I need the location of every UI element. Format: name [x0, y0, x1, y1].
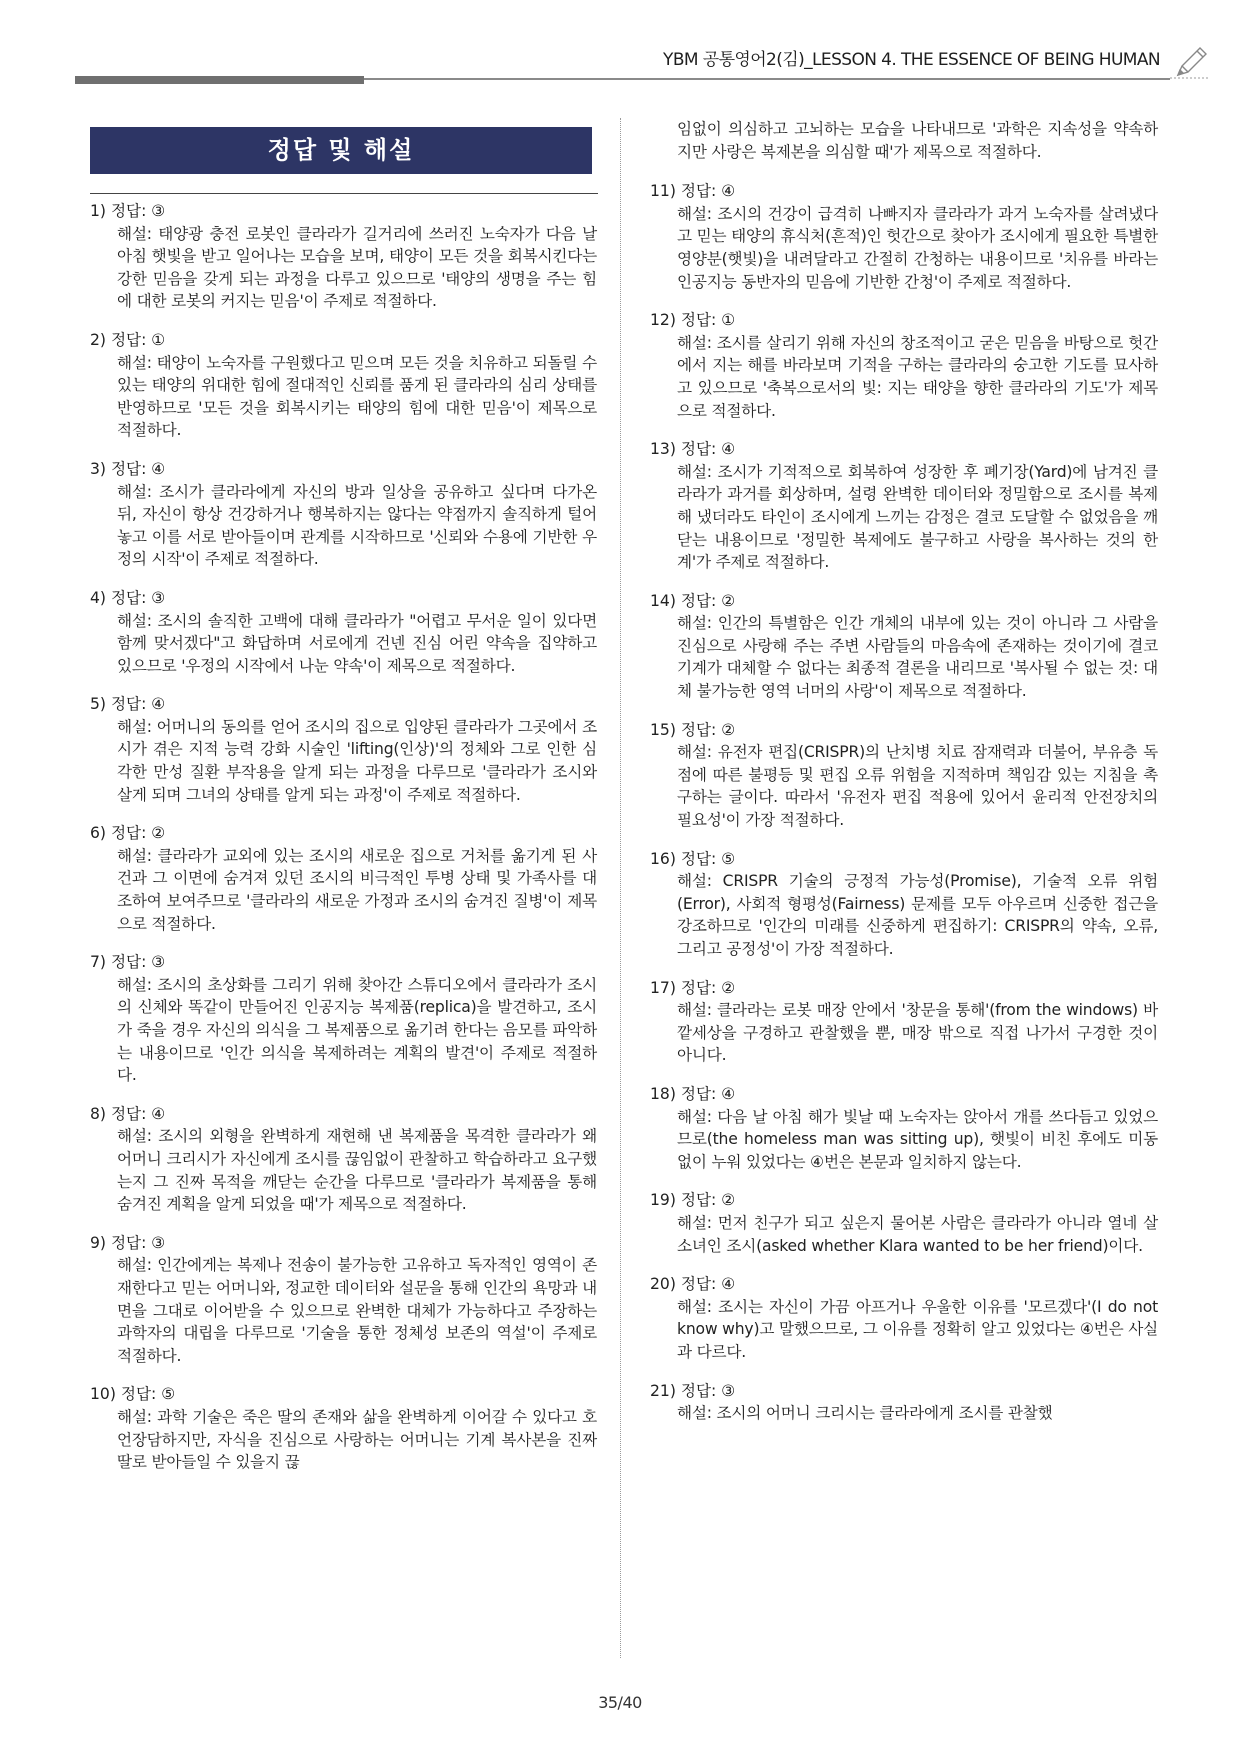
answer-explanation: 해설: 과학 기술은 죽은 딸의 존재와 삶을 완벽하게 이어갈 수 있다고 호언장담하지만, 자식을 진심으로 사랑하는 어머니는 기계 복사본을 진짜 딸로 받아들일 수 있을지 끊	[117, 1407, 597, 1472]
answer-explanation: 해설: CRISPR 기술의 긍정적 가능성(Promise), 기술적 오류 위험(Error), 사회적 형평성(Fairness) 문제를 모두 아우르며 신중한 접근을 강조하므로 '인간의 미래를 신중하게 편집하기: CRISPR의 약속, 오류, 그리고 공정성'이 가장 적절하다.	[677, 872, 1158, 958]
answer-item-16	[650, 848, 1158, 961]
answer-label: 14) 정답: ②	[650, 591, 736, 610]
answer-item-3	[90, 458, 597, 571]
answer-explanation: 해설: 조시의 어머니 크리시는 클라라에게 조시를 관찰했	[677, 1404, 1053, 1423]
answer-item-7	[90, 951, 597, 1087]
answer-explanation: 해설: 클라라는 로봇 매장 안에서 '창문을 통해'(from the windows) 바깥세상을 구경하고 관찰했을 뿐, 매장 밖으로 직접 나가서 구경한 것이 아니다.	[677, 1001, 1158, 1065]
answer-label: 3) 정답: ④	[90, 459, 166, 478]
answer-item-10	[90, 1383, 597, 1473]
answer-label: 12) 정답: ①	[650, 311, 736, 330]
answer-label: 4) 정답: ③	[90, 588, 166, 607]
answer-label: 8) 정답: ④	[90, 1104, 166, 1123]
answer-explanation: 해설: 유전자 편집(CRISPR)의 난치병 치료 잠재력과 더불어, 부유층 독점에 따른 불평등 및 편집 오류 위험을 지적하며 책임감 있는 지침을 촉구하는 글이다. 따라서 '유전자 편집 적용에 있어서 윤리적 안전장치의 필요성'이 가장 적절하다.	[677, 743, 1158, 830]
answer-item-15	[650, 719, 1158, 832]
column-divider	[620, 118, 621, 1658]
answer-label: 5) 정답: ④	[90, 695, 166, 714]
answer-explanation: 해설: 조시를 살리기 위해 자신의 창조적이고 굳은 믿음을 바탕으로 헛간에서 지는 해를 바라보며 기적을 구하는 클라라의 숭고한 기도를 묘사하고 있으므로 '축복으로서의 빛: 지는 태양을 향한 클라라의 기도'가 제목으로 적절하다.	[677, 333, 1158, 420]
answer-explanation: 해설: 조시가 클라라에게 자신의 방과 일상을 공유하고 싶다며 다가온 뒤, 자신이 항상 건강하거나 행복하지는 않다는 약점까지 솔직하게 털어놓고 이를 서로 받아들이며 관계를 시작하므로 '신뢰와 수용에 기반한 우정의 시작'이 주제로 적절하다.	[117, 482, 597, 569]
answer-label: 21) 정답: ③	[650, 1381, 736, 1400]
answer-item-19	[650, 1189, 1158, 1257]
right-column	[650, 118, 1158, 1425]
answer-item-9	[90, 1232, 597, 1368]
answer-explanation: 해설: 어머니의 동의를 얻어 조시의 집으로 입양된 클라라가 그곳에서 조시가 겪은 지적 능력 강화 시술인 'lifting(인상)'의 정체와 그로 인한 심각한 만성 질환 부작용을 알게 되는 과정을 다루므로 '클라라가 조시와 살게 되며 그녀의 상태를 알게 되는 과정'이 주제로 적절하다.	[117, 717, 597, 804]
answer-item-12	[650, 309, 1158, 422]
answer-item-17	[650, 977, 1158, 1067]
answer-explanation: 해설: 조시는 자신이 가끔 아프거나 우울한 이유를 '모르겠다'(I do not know why)고 말했으므로, 그 이유를 정확히 알고 있었다는 ④번은 사실과 다르다.	[677, 1297, 1158, 1361]
answer-label: 10) 정답: ⑤	[90, 1385, 176, 1404]
answer-explanation: 해설: 조시의 솔직한 고백에 대해 클라라가 "어렵고 무서운 일이 있다면 함께 맞서겠다"고 화답하며 서로에게 건넨 진심 어린 약속을 집약하고 있으므로 '우정의 시작에서 나눈 약속'이 제목으로 적절하다.	[117, 611, 597, 675]
answer-explanation: 해설: 조시의 건강이 급격히 나빠지자 클라라가 과거 노숙자를 살려냈다고 믿는 태양의 휴식처(흔적)인 헛간으로 찾아가 조시에게 필요한 특별한 영양분(햇빛)을 내려달라고 간절히 간청하는 내용이므로 '치유를 바라는 인공지능 동반자의 믿음에 기반한 간청'이 주제로 적절하다.	[677, 204, 1158, 291]
answer-explanation: 해설: 먼저 친구가 되고 싶은지 물어본 사람은 클라라가 아니라 열네 살 소녀인 조시(asked whether Klara wanted to be her friend)이다.	[677, 1213, 1158, 1255]
answer-label: 13) 정답: ④	[650, 440, 736, 459]
answer-explanation: 해설: 조시의 초상화를 그리기 위해 찾아간 스튜디오에서 클라라가 조시의 신체와 똑같이 만들어진 인공지능 복제품(replica)을 발견하고, 조시가 죽을 경우 자신의 의식을 그 복제품으로 옮기려 한다는 음모를 파악하는 내용이므로 '인간 의식을 복제하려는 계획의 발견'이 주제로 적절하다.	[117, 975, 597, 1085]
answer-explanation: 해설: 조시의 외형을 완벽하게 재현해 낸 복제품을 목격한 클라라가 왜 어머니 크리시가 자신에게 조시를 끊임없이 관찰하고 학습하라고 요구했는지 그 진짜 목적을 깨닫는 순간을 다루므로 '클라라가 복제품을 통해 숨겨진 계획을 알게 되었을 때'가 제목으로 적절하다.	[117, 1127, 597, 1214]
answer-label: 1) 정답: ③	[90, 202, 166, 220]
answer-item-8	[90, 1103, 597, 1216]
answer-explanation: 해설: 인간의 특별함은 인간 개체의 내부에 있는 것이 아니라 그 사람을 진심으로 사랑해 주는 주변 사람들의 마음속에 존재하는 것이기에 결코 기계가 대체할 수 없다는 최종적 결론을 내리므로 '복사될 수 없는 것: 대체 불가능한 영역 너머의 사랑'이 제목으로 적절하다.	[677, 614, 1158, 701]
section-title-banner: 정답 및 해설	[90, 127, 592, 174]
header-rule-accent	[75, 76, 364, 84]
answer-label: 18) 정답: ④	[650, 1084, 736, 1103]
left-column	[90, 200, 597, 1474]
answer-item-6	[90, 822, 597, 935]
pencil-icon	[1170, 42, 1210, 84]
answer-item-11	[650, 180, 1158, 293]
answer-explanation-continued: 임없이 의심하고 고뇌하는 모습을 나타내므로 '과학은 지속성을 약속하지만 사랑은 복제본을 의심할 때'가 제목으로 적절하다.	[677, 120, 1158, 161]
answer-label: 20) 정답: ④	[650, 1275, 736, 1294]
section-title-underline	[90, 193, 598, 194]
answer-explanation: 해설: 클라라가 교외에 있는 조시의 새로운 집으로 거처를 옮기게 된 사건과 그 이면에 숨겨져 있던 조시의 비극적인 투병 상태 및 가족사를 대조하여 보여주므로 '클라라의 새로운 가정과 조시의 숨겨진 질병'이 제목으로 적절하다.	[117, 846, 597, 933]
answer-explanation: 해설: 조시가 기적적으로 회복하여 성장한 후 폐기장(Yard)에 남겨진 클라라가 과거를 회상하며, 설령 완벽한 데이터와 정밀함으로 조시를 복제해 냈더라도 타인이 조시에게 느끼는 감정은 결코 도달할 수 없었음을 깨닫는 내용이므로 '정밀한 복제에도 불구하고 사랑을 복사하는 것의 한계'가 주제로 적절하다.	[677, 462, 1158, 572]
answer-label: 11) 정답: ④	[650, 182, 736, 201]
answer-label: 17) 정답: ②	[650, 978, 736, 997]
answer-explanation: 해설: 인간에게는 복제나 전송이 불가능한 고유하고 독자적인 영역이 존재한다고 믿는 어머니와, 정교한 데이터와 설문을 통해 인간의 욕망과 내면을 그대로 이어받을 수 있으므로 완벽한 대체가 가능하다고 주장하는 과학자의 대립을 다루므로 '기술을 통한 정체성 보존의 역설'이 주제로 적절하다.	[117, 1256, 597, 1365]
answer-item-2	[90, 329, 597, 442]
answer-label: 6) 정답: ②	[90, 824, 166, 843]
answer-label: 19) 정답: ②	[650, 1191, 736, 1210]
answer-explanation: 해설: 태양광 충전 로봇인 클라라가 길거리에 쓰러진 노숙자가 다음 날 아침 햇빛을 받고 일어나는 모습을 보며, 태양이 모든 것을 회복시킨다는 강한 믿음을 갖게 되는 과정을 다루고 있으므로 '태양의 생명을 주는 힘에 대한 로봇의 커지는 믿음'이 주제로 적절하다.	[117, 224, 597, 311]
answer-item-1	[90, 200, 597, 313]
document-header-title: YBM 공통영어2(김)_LESSON 4. THE ESSENCE OF BEING HUMAN	[663, 50, 1160, 70]
answer-label: 15) 정답: ②	[650, 720, 736, 739]
answer-explanation: 해설: 다음 날 아침 해가 빛날 때 노숙자는 앉아서 개를 쓰다듬고 있었으므로(the homeless man was sitting up), 햇빛이 비친 후에도 미동 없이 누워 있었다는 ④번은 본문과 일치하지 않는다.	[677, 1107, 1158, 1171]
answer-explanation: 해설: 태양이 노숙자를 구원했다고 믿으며 모든 것을 치유하고 되돌릴 수 있는 태양의 위대한 힘에 절대적인 신뢰를 품게 된 클라라의 심리 상태를 반영하므로 '모든 것을 회복시키는 태양의 힘에 대한 믿음'이 제목으로 적절하다.	[117, 353, 597, 440]
answer-item-14	[650, 590, 1158, 703]
answer-item-21	[650, 1380, 1158, 1425]
answer-label: 9) 정답: ③	[90, 1233, 166, 1252]
answer-item-5	[90, 693, 597, 806]
answer-item-20	[650, 1273, 1158, 1363]
answer-label: 16) 정답: ⑤	[650, 849, 736, 868]
answer-item-18	[650, 1083, 1158, 1173]
answer-label: 7) 정답: ③	[90, 953, 166, 972]
page-number: 35/40	[598, 1693, 642, 1712]
answer-label: 2) 정답: ①	[90, 330, 166, 349]
answer-item-13	[650, 438, 1158, 574]
answer-item-4	[90, 587, 597, 677]
